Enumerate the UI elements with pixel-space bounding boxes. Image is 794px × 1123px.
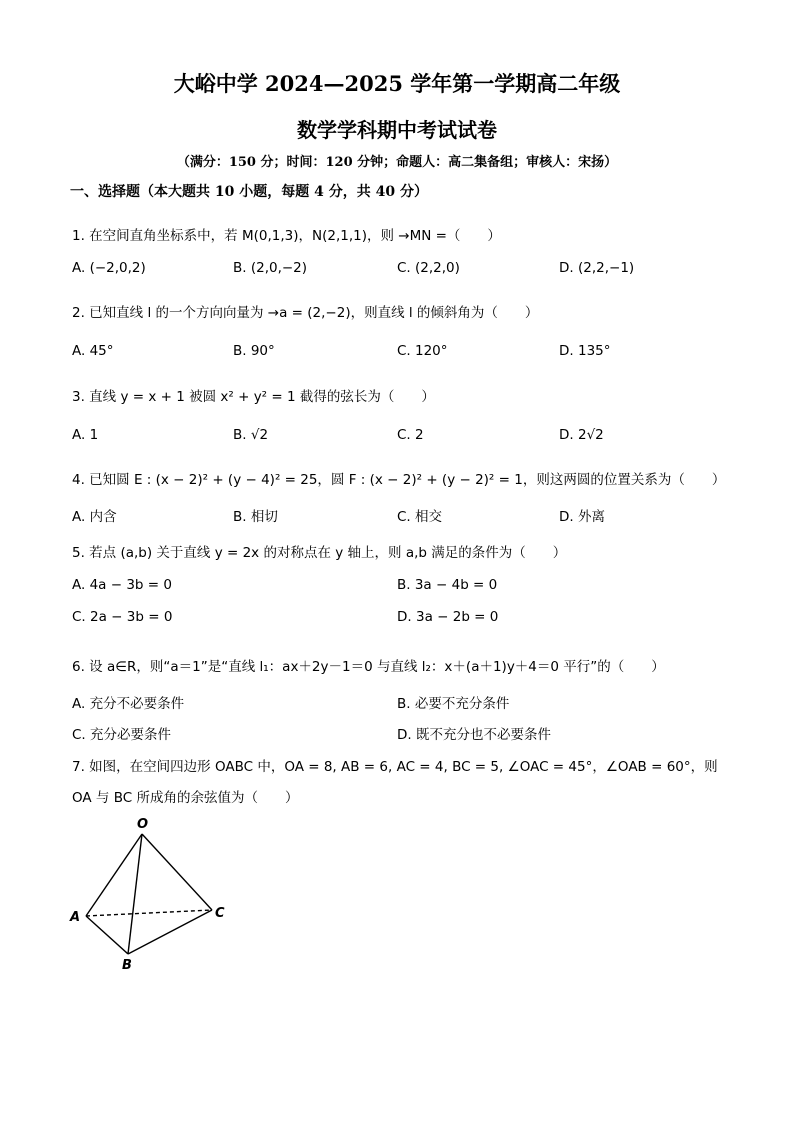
q4-option-c: C. 相交 [397,509,443,525]
q4-option-a: A. 内含 [72,509,117,525]
q6-option-a: A. 充分不必要条件 [72,696,185,712]
q4-option-d: D. 外离 [559,509,605,525]
q1-option-b: B. (2,0,−2) [233,260,308,276]
q1-option-c: C. (2,2,0) [397,260,460,276]
exam-meta: （满分：150 分；时间：120 分钟；命题人：高二集备组；审核人：宋扬） [176,155,618,170]
question-4-stem: 4. 已知圆 E : (x − 2)² + (y − 4)² = 25，圆 F : (x − 2)² + (y − 2)² = 1，则这两圆的位置关系为（ ） [72,472,726,488]
question-7-stem-continued: OA 与 BC 所成角的余弦值为（ ） [72,790,299,806]
edge-oc [142,834,212,910]
q3-option-a: A. 1 [72,427,99,443]
q6-option-d: D. 既不充分也不必要条件 [397,727,551,743]
q3-option-b: B. √2 [233,427,269,443]
question-1-stem: 1. 在空间直角坐标系中，若 M(0,1,3)，N(2,1,1)，则 →MN =（ ） [72,228,501,244]
q3-option-d: D. 2√2 [559,427,604,443]
q5-option-b: B. 3a − 4b = 0 [397,577,498,593]
q2-option-d: D. 135° [559,343,611,359]
q1-option-a: A. (−2,0,2) [72,260,146,276]
q5-option-d: D. 3a − 2b = 0 [397,609,499,625]
q2-option-b: B. 90° [233,343,275,359]
question-6-stem: 6. 设 a∈R，则“a＝1”是“直线 l₁：ax＋2y－1＝0 与直线 l₂：x＋(a＋1)y＋4＝0 平行”的（ ） [72,659,665,675]
q4-option-b: B. 相切 [233,509,278,525]
tetrahedron-figure [66,812,236,972]
question-5-stem: 5. 若点 (a,b) 关于直线 y = 2x 的对称点在 y 轴上，则 a,b 满足的条件为（ ） [72,545,567,561]
q1-option-d: D. (2,2,−1) [559,260,635,276]
question-2-stem: 2. 已知直线 l 的一个方向向量为 →a = (2,−2)，则直线 l 的倾斜角为（ ） [72,305,539,321]
vertex-label-a: A [70,910,81,925]
edge-bc [128,910,212,954]
exam-title: 大峪中学 2024—2025 学年第一学期高二年级 [173,71,621,96]
edge-ab [86,916,128,954]
vertex-label-b: B [122,958,132,972]
q2-option-a: A. 45° [72,343,114,359]
q5-option-a: A. 4a − 3b = 0 [72,577,172,593]
q6-option-b: B. 必要不充分条件 [397,696,510,712]
q2-option-c: C. 120° [397,343,448,359]
edge-ac-hidden [86,910,212,916]
question-7-stem: 7. 如图，在空间四边形 OABC 中，OA = 8, AB = 6, AC = 4, BC = 5, ∠OAC = 45°，∠OAB = 60°，则 [72,759,718,775]
q5-option-c: C. 2a − 3b = 0 [72,609,173,625]
question-3-stem: 3. 直线 y = x + 1 被圆 x² + y² = 1 截得的弦长为（ ） [72,389,435,405]
vertex-label-c: C [215,906,225,921]
q3-option-c: C. 2 [397,427,424,443]
exam-subtitle: 数学学科期中考试试卷 [297,118,497,142]
vertex-label-o: O [137,817,149,832]
section-heading: 一、选择题（本大题共 10 小题，每题 4 分，共 40 分） [70,184,428,200]
q6-option-c: C. 充分必要条件 [72,727,172,743]
